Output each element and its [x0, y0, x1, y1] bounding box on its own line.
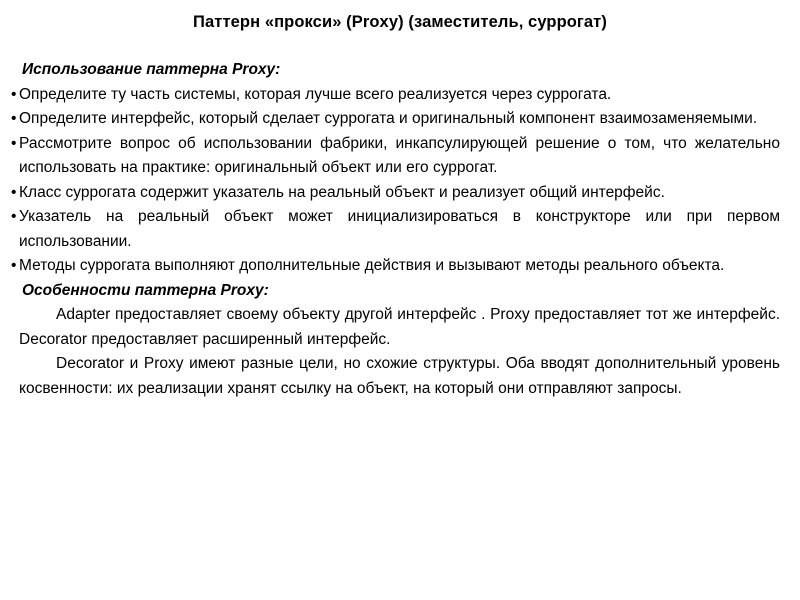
- usage-bullet-text: Методы суррогата выполняют дополнительные действия и вызывают методы реального объекта.: [19, 257, 725, 274]
- features-paragraph: Adapter предоставляет своему объекту другой интерфейс . Proxy предоставляет тот же интерфейс. Decorator предоставляет расширенный интерфейс.: [19, 306, 780, 348]
- usage-bullet-text: Указатель на реальный объект может инициализироваться в конструкторе или при первом использовании.: [19, 208, 780, 250]
- bullet-dot-icon: •: [11, 134, 17, 152]
- bullet-dot-icon: •: [11, 208, 17, 225]
- usage-bullet-text: Класс суррогата содержит указатель на реальный объект и реализует общий интерфейс.: [19, 183, 665, 201]
- usage-bullet-item: [11, 83, 780, 108]
- usage-bullet-list: [11, 83, 780, 279]
- usage-bullet-text: Определите ту часть системы, которая лучше всего реализуется через суррогата.: [19, 85, 612, 103]
- bullet-dot-icon: •: [11, 183, 17, 201]
- usage-bullet-text: Определите интерфейс, который сделает суррогата и оригинальный компонент взаимозаменяемыми.: [19, 110, 758, 127]
- bullet-dot-icon: •: [11, 257, 17, 274]
- bullet-dot-icon: •: [11, 110, 17, 127]
- usage-bullet-text: Рассмотрите вопрос об использовании фабрики, инкапсулирующей решение о том, что желательно использовать на практике: оригинальный объект или его суррогат.: [19, 134, 780, 176]
- usage-bullet-item: [11, 107, 780, 132]
- usage-bullet-item: [11, 132, 780, 181]
- usage-heading: Использование паттерна Proxy:: [22, 61, 281, 78]
- usage-bullet-item: [11, 181, 780, 206]
- features-paragraph: Decorator и Proxy имеют разные цели, но схожие структуры. Оба вводят дополнительный уровень косвенности: их реализации хранят ссылку на объект, на который они отправляют запросы.: [19, 355, 780, 397]
- usage-bullet-item: [11, 254, 780, 279]
- slide-content: [11, 58, 780, 401]
- slide-title: Паттерн «прокси» (Proxy) (заместитель, суррогат): [193, 13, 607, 31]
- features-heading: Особенности паттерна Proxy:: [22, 281, 269, 299]
- usage-bullet-item: [11, 205, 780, 254]
- bullet-dot-icon: •: [11, 85, 17, 103]
